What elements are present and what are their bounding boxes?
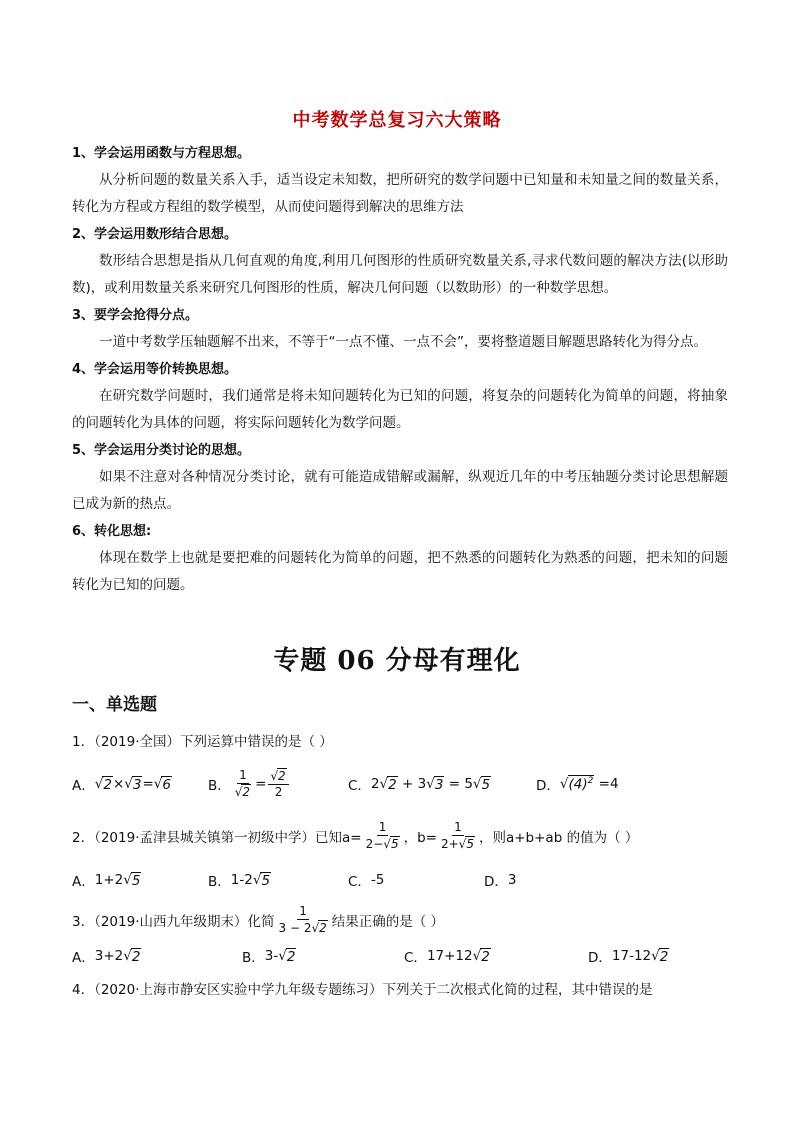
q2-option-b <box>208 870 271 890</box>
q1-a-radicand-3: 6 <box>162 776 171 793</box>
q2-a-fraction <box>364 820 402 852</box>
radical-icon: √ <box>383 837 391 851</box>
q2-option-c-text: -5 <box>370 872 385 888</box>
q1-b-numerator-1: 1 <box>239 768 247 782</box>
q3-option-d-radicand: 2 <box>659 948 669 965</box>
q2-option-a-radicand: 5 <box>131 872 141 889</box>
q3-fraction <box>277 904 330 936</box>
q1-c-radicand-3: 5 <box>481 776 491 793</box>
q3-option-d-text: 17-12 <box>611 948 652 964</box>
q1-d-exponent: 2 <box>587 776 594 787</box>
q2-option-a-text: 1+2 <box>94 872 124 888</box>
strategy-heading-4: 4、学会运用等价转换思想。 <box>72 362 238 377</box>
q1-b-den-radicand: 2 <box>242 785 251 799</box>
q1-b-denominator-1 <box>233 784 253 800</box>
q1-option-c <box>348 774 491 794</box>
q3-option-b-label: B． <box>242 950 265 966</box>
q3-option-b-radicand: 2 <box>286 948 296 965</box>
q3-numerator: 1 <box>299 904 307 918</box>
q1-a-times: × <box>112 776 125 792</box>
q1-a-eq: = <box>142 776 154 792</box>
q1-b-denominator-2: 2 <box>274 785 283 799</box>
q2-a-denominator <box>364 836 402 852</box>
q2-stem-post: ，则a+b+ab 的值为（ ） <box>478 830 639 846</box>
q1-d-radicand <box>568 775 595 793</box>
strategy-body-1: 从分析问题的数量关系入手，适当设定未知数，把所研究的数学问题中已知量和未知量之间的数量关系，转化为方程或方程组的数学模型，从而使问题得到解决的思维方法 <box>72 172 728 215</box>
q1-d-inner: (4) <box>568 776 588 793</box>
strategy-heading-3: 3、要学会抢得分点。 <box>72 308 199 323</box>
q1-b-fraction-1 <box>233 768 253 800</box>
q2-option-c-label: C． <box>348 874 371 890</box>
q3-option-a-label: A． <box>72 950 95 966</box>
q1-c-radicand-2: 3 <box>434 776 444 793</box>
q1-option-b-label: B． <box>208 778 231 794</box>
strategy-list <box>72 140 728 599</box>
q1-a-radicand-1: 2 <box>103 776 112 793</box>
strategy-body-3: 一道中考数学压轴题解不出来，不等于“一点不懂、一点不会”，要将整道题目解题思路转化为得分点。 <box>99 334 707 350</box>
strategy-title: 中考数学总复习六大策略 <box>292 110 502 131</box>
strategy-body-5: 如果不注意对各种情况分类讨论，就有可能造成错解或漏解，纵观近几年的中考压轴题分类讨论思想解题已成为新的热点。 <box>72 469 728 512</box>
q3-option-b-text: 3- <box>264 948 279 964</box>
radical-icon: √ <box>234 785 243 799</box>
q2-option-b-radicand: 5 <box>261 872 271 889</box>
radical-icon: √ <box>379 776 389 792</box>
q2-stem-pre: 2．（2019·孟津县城关镇第一初级中学）已知a= <box>72 830 362 846</box>
radical-icon: √ <box>252 872 262 888</box>
strategy-heading-2: 2、学会运用数形结合思想。 <box>72 227 238 242</box>
radical-icon: √ <box>311 921 320 935</box>
section-title: 一、单选题 <box>72 695 157 715</box>
q2-option-d-text: 3 <box>507 872 517 888</box>
q2-option-a-label: A． <box>72 874 95 890</box>
q1-option-b <box>208 768 291 800</box>
q3-option-c-label: C． <box>404 950 427 966</box>
radical-icon: √ <box>123 948 132 964</box>
question-3-options <box>72 946 722 966</box>
q3-option-d-label: D． <box>588 950 612 966</box>
q3-option-c-text: 17+12 <box>426 948 473 964</box>
q1-option-a <box>72 774 172 794</box>
q1-d-tail: =4 <box>594 776 619 792</box>
question-4-stem: 4．（2020·上海市静安区实验中学九年级专题练习）下列关于二次根式化简的过程，其中错误的是 <box>72 982 653 998</box>
q1-a-radicand-2: 3 <box>132 776 142 793</box>
q1-b-eq: = <box>255 776 267 792</box>
q2-option-d <box>484 870 517 890</box>
q2-a-den-radicand: 5 <box>390 837 399 851</box>
radical-icon: √ <box>153 776 163 792</box>
q3-stem-post: 结果正确的是（ ） <box>331 914 445 930</box>
q2-b-fraction <box>439 820 477 852</box>
q2-a-den-text: 2− <box>365 837 384 851</box>
q3-option-c <box>404 946 491 966</box>
radical-icon: √ <box>270 769 279 783</box>
q3-option-d <box>588 946 669 966</box>
question-1-stem: 1．（2019·全国）下列运算中错误的是（ ） <box>72 734 333 750</box>
strategy-body-2: 数形结合思想是指从几何直观的角度,利用几何图形的性质研究数量关系,寻求代数问题的解决方法(以形助数)，或利用数量关系来研究几何图形的性质，解决几何问题（以数助形）的一种数学思想。 <box>72 253 728 296</box>
q2-option-c <box>348 870 384 890</box>
radical-icon: √ <box>472 776 482 792</box>
topic-title: 专题 06 分母有理化 <box>273 646 521 676</box>
radical-icon: √ <box>651 948 660 964</box>
question-2-stem <box>72 820 638 852</box>
q1-c-text-1: 2 <box>370 776 380 792</box>
strategy-body-6: 体现在数学上也就是要把难的问题转化为简单的问题，把不熟悉的问题转化为熟悉的问题，把未知的问题转化为已知的问题。 <box>72 550 728 593</box>
q1-option-d <box>536 774 619 794</box>
question-1-options <box>72 768 722 804</box>
q1-b-numerator-2 <box>268 768 288 785</box>
q1-b-fraction-2 <box>268 768 288 800</box>
q2-option-d-label: D． <box>484 874 508 890</box>
q3-option-a-text: 3+2 <box>94 948 124 964</box>
q2-b-den-radicand: 5 <box>466 837 474 851</box>
q2-b-numerator: 1 <box>454 820 462 834</box>
radical-icon: √ <box>472 948 482 964</box>
q3-den-text: 3 − 2 <box>278 921 312 935</box>
q1-c-text-3: = 5 <box>444 776 473 792</box>
question-2-options <box>72 870 722 890</box>
strategy-heading-6: 6、转化思想: <box>72 524 152 539</box>
q1-option-a-label: A． <box>72 778 95 794</box>
q2-a-numerator: 1 <box>378 820 387 834</box>
radical-icon: √ <box>458 837 467 851</box>
q1-b-num-radicand: 2 <box>278 769 286 783</box>
strategy-heading-1: 1、学会运用函数与方程思想。 <box>72 146 251 161</box>
q3-option-a <box>72 946 141 966</box>
q3-denominator <box>277 920 330 936</box>
radical-icon: √ <box>559 776 569 792</box>
strategy-body-4: 在研究数学问题时，我们通常是将未知问题转化为已知的问题，将复杂的问题转化为简单的问题，将抽象的问题转化为具体的问题，将实际问题转化为数学问题。 <box>72 388 728 431</box>
q2-option-b-text: 1-2 <box>230 872 253 888</box>
q3-den-radicand: 2 <box>319 921 327 935</box>
q2-b-den-text: 2+ <box>440 837 459 851</box>
q3-option-c-radicand: 2 <box>481 948 490 965</box>
q1-option-d-label: D． <box>536 778 560 794</box>
q1-option-c-label: C． <box>348 778 371 794</box>
question-3-stem <box>72 904 444 936</box>
q2-b-denominator <box>439 836 477 852</box>
q3-option-a-radicand: 2 <box>131 948 141 965</box>
q3-option-b <box>242 946 296 966</box>
radical-icon: √ <box>94 776 104 792</box>
radical-icon: √ <box>124 776 133 792</box>
radical-icon: √ <box>426 776 435 792</box>
strategy-heading-5: 5、学会运用分类讨论的思想。 <box>72 443 251 458</box>
radical-icon: √ <box>278 948 287 964</box>
q1-c-text-2: + 3 <box>397 776 427 792</box>
q3-stem-pre: 3．（2019·山西九年级期末）化简 <box>72 914 275 930</box>
q2-option-a <box>72 870 141 890</box>
q2-option-b-label: B． <box>208 874 231 890</box>
q2-stem-mid: ，b= <box>403 830 437 846</box>
radical-icon: √ <box>123 872 132 888</box>
q1-c-radicand-1: 2 <box>388 776 397 793</box>
